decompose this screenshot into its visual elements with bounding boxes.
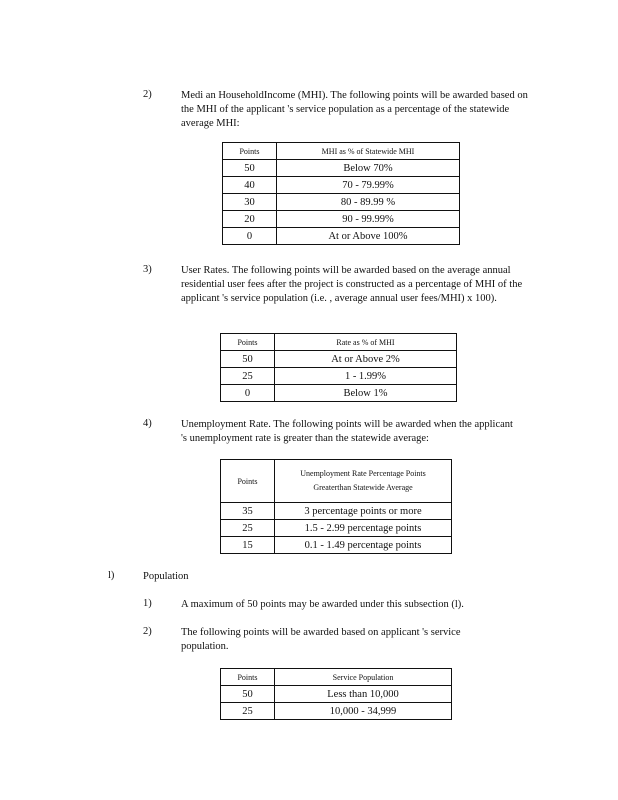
user-rates-points-table (220, 333, 457, 402)
table-row (221, 537, 452, 554)
range-cell: 1 - 1.99% (275, 368, 457, 385)
range-cell: Less than 10,000 (275, 686, 452, 703)
item-number: 2) (143, 89, 152, 100)
table-row (223, 160, 460, 177)
points-cell: 50 (223, 160, 277, 177)
paragraph-population-max: A maximum of 50 points may be awarded under this subsection (l). (181, 599, 464, 610)
table-header: Points (221, 460, 275, 503)
points-cell: 30 (223, 194, 277, 211)
table-header: Points (221, 669, 275, 686)
table-row (221, 703, 452, 720)
section-heading: Population (143, 571, 189, 582)
points-cell: 25 (221, 520, 275, 537)
range-cell: Below 1% (275, 385, 457, 402)
table-row (221, 368, 457, 385)
paragraph-unemployment: Unemployment Rate. The following points will be awarded when the applicant 's unemployment rate is greater than the statewide average: (181, 419, 513, 444)
table-row (221, 385, 457, 402)
table-row (221, 351, 457, 368)
range-cell: Below 70% (277, 160, 460, 177)
points-cell: 0 (221, 385, 275, 402)
table-header: Points (221, 334, 275, 351)
points-cell: 15 (221, 537, 275, 554)
points-cell: 40 (223, 177, 277, 194)
table-row (221, 503, 452, 520)
item-number: 3) (143, 264, 152, 275)
points-cell: 25 (221, 703, 275, 720)
table-row (223, 177, 460, 194)
section-number: l) (108, 570, 115, 581)
table-header: Service Population (275, 669, 452, 686)
table-header: MHI as % of Statewide MHI (277, 143, 460, 160)
table-row (223, 211, 460, 228)
points-cell: 20 (223, 211, 277, 228)
table-row (223, 194, 460, 211)
table-header: Points (223, 143, 277, 160)
range-cell: 0.1 - 1.49 percentage points (275, 537, 452, 554)
paragraph-user-rates: User Rates. The following points will be awarded based on the average annual residential user fees after the project is constructed as a percentage of MHI of the applicant 's service population (i.e. , average annual user fees/MHI) x 100). (181, 265, 523, 304)
range-cell: At or Above 100% (277, 228, 460, 245)
points-cell: 50 (221, 351, 275, 368)
table-row (221, 520, 452, 537)
range-cell: 80 - 89.99 % (277, 194, 460, 211)
table-header: Unemployment Rate Percentage Points Greaterthan Statewide Average (275, 460, 452, 503)
range-cell: At or Above 2% (275, 351, 457, 368)
item-number: 1) (143, 598, 152, 609)
item-number: 2) (143, 626, 152, 637)
paragraph-population-points: The following points will be awarded based on applicant 's service population. (181, 627, 461, 652)
points-cell: 35 (221, 503, 275, 520)
points-cell: 25 (221, 368, 275, 385)
population-points-table (220, 668, 452, 720)
unemployment-points-table (220, 459, 452, 554)
paragraph-mhi: Medi an HouseholdIncome (MHI). The following points will be awarded based on the MHI of the applicant 's service population as a percentage of the statewide average MHI: (181, 90, 528, 129)
range-cell: 70 - 79.99% (277, 177, 460, 194)
range-cell: 10,000 - 34,999 (275, 703, 452, 720)
range-cell: 1.5 - 2.99 percentage points (275, 520, 452, 537)
range-cell: 90 - 99.99% (277, 211, 460, 228)
table-row (221, 686, 452, 703)
points-cell: 50 (221, 686, 275, 703)
points-cell: 0 (223, 228, 277, 245)
range-cell: 3 percentage points or more (275, 503, 452, 520)
table-row (223, 228, 460, 245)
item-number: 4) (143, 418, 152, 429)
table-header: Rate as % of MHI (275, 334, 457, 351)
mhi-points-table (222, 142, 460, 245)
